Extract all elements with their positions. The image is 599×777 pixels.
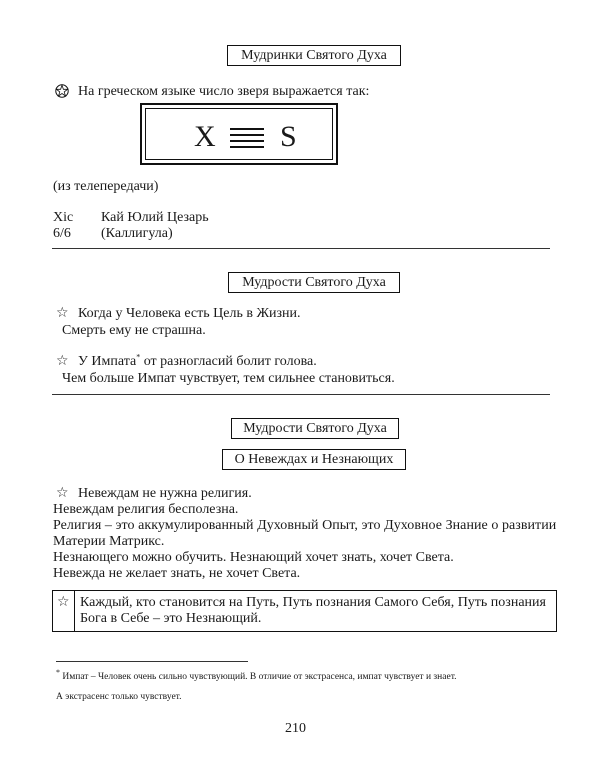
quote-box — [52, 590, 557, 632]
section3-line-4: Материи Матрикс. — [53, 534, 165, 549]
star-outline-icon: ☆ — [57, 594, 70, 610]
divider-2 — [52, 394, 550, 395]
section3-subtitle: О Невеждах и Незнающих — [234, 452, 394, 467]
table-meaning-2: (Каллигула) — [101, 226, 173, 241]
quote-divider — [74, 591, 75, 631]
section2-title-box — [228, 272, 400, 293]
impat-rest: от разногласий болит голова. — [140, 354, 317, 369]
quote-line-1: Каждый, кто становится на Путь, Путь познания Самого Себя, Путь познания — [80, 595, 546, 610]
footnote-line-2: А экстрасенс только чувствует. — [56, 692, 182, 702]
section2-item2-line1 — [78, 353, 317, 370]
formula-left: X — [194, 120, 216, 153]
footnote-text-1: Импат – Человек очень сильно чувствующий. В отличие от экстрасенса, импат чувствует и знает. — [60, 672, 457, 682]
impat-word: У Импата — [78, 354, 137, 369]
section3-line-6: Невежда не желает знать, не хочет Света. — [53, 566, 301, 581]
section3-title: Мудрости Святого Духа — [243, 421, 387, 436]
section3-line-1: Невеждам не нужна религия. — [78, 486, 252, 501]
section3-line-3: Религия – это аккумулированный Духовный Опыт, это Духовное Знание о развитии — [53, 518, 557, 533]
divider-1 — [52, 248, 550, 249]
footnote-mark: * — [56, 667, 60, 677]
section3-line-5: Незнающего можно обучить. Незнающий хочет знать, хочет Света. — [53, 550, 454, 565]
formula-right: S — [280, 120, 297, 153]
quote-line-2: Бога в Себе – это Незнающий. — [80, 611, 262, 626]
formula-box — [140, 103, 338, 165]
section3-subtitle-box — [222, 449, 406, 470]
section3-title-box — [231, 418, 399, 439]
footnote-mark: * — [136, 352, 141, 362]
table-code-2: 6/6 — [53, 226, 71, 241]
section2-title: Мудрости Святого Духа — [242, 275, 386, 290]
page-number: 210 — [285, 721, 306, 736]
footnote-rule — [56, 661, 248, 662]
section3-line-2: Невеждам религия бесполезна. — [53, 502, 239, 517]
star-outline-icon: ☆ — [56, 485, 69, 501]
footnote-line-1 — [56, 667, 457, 683]
section1-title-box — [227, 45, 401, 66]
star-outline-icon: ☆ — [56, 353, 69, 369]
star-outline-icon: ☆ — [56, 305, 69, 321]
pentagram-circle-icon — [55, 84, 69, 98]
formula-inner-frame — [145, 108, 333, 160]
section1-source: (из телепередачи) — [53, 179, 159, 194]
section2-item2-line2: Чем больше Импат чувствует, тем сильнее становиться. — [62, 371, 395, 386]
table-code-1: Xic — [53, 210, 74, 225]
equivalence-symbol — [230, 128, 264, 148]
section1-title: Мудринки Святого Духа — [241, 48, 387, 63]
section1-intro: На греческом языке число зверя выражается так: — [78, 84, 370, 99]
section2-item1-line1: Когда у Человека есть Цель в Жизни. — [78, 306, 301, 321]
section2-item1-line2: Смерть ему не страшна. — [62, 323, 206, 338]
table-meaning-1: Кай Юлий Цезарь — [101, 210, 209, 225]
